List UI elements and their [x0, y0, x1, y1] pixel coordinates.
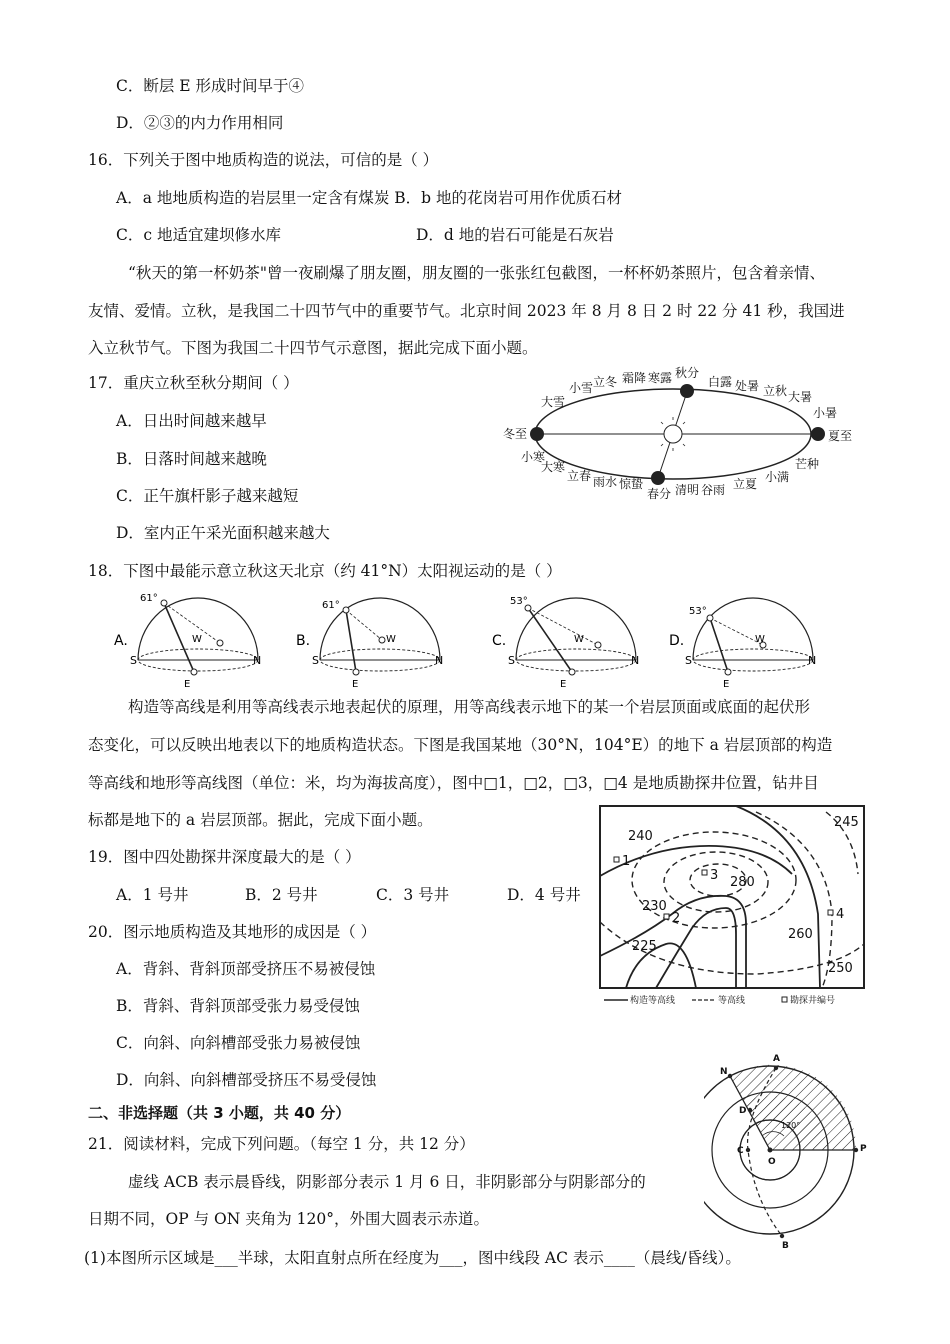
q17-option-b: B．日落时间越来越晚 [116, 450, 267, 468]
passage2-line3: 等高线和地形等高线图（单位：米，均为海拔高度），图中□1，□2，□3，□4 是地质勘探井位置，钻井目 [88, 774, 819, 792]
well-4-marker [828, 910, 833, 915]
earth-winter-solstice-icon [530, 427, 544, 441]
sun-path-d-south: S [685, 654, 692, 667]
polar-label-d: D [739, 1106, 747, 1116]
earth-autumn-equinox-icon [680, 384, 694, 398]
polar-label-o: O [768, 1157, 776, 1167]
contour-240: 240 [628, 829, 653, 844]
q16-stem: 16．下列关于图中地质构造的说法，可信的是（ ） [88, 151, 439, 169]
sun-path-c [492, 596, 639, 690]
term-yushui: 雨水 [593, 475, 618, 489]
sun-path-a-angle: 61° [140, 593, 158, 604]
term-xiaoman: 小满 [765, 470, 790, 484]
sun-path-c-north: N [631, 654, 640, 667]
sun-path-b-north: N [435, 654, 444, 667]
term-guyu: 谷雨 [701, 483, 726, 497]
q20-option-c: C．向斜、向斜槽部受张力易被侵蚀 [116, 1034, 361, 1052]
q20-option-d: D．向斜、向斜槽部受挤压不易受侵蚀 [116, 1071, 377, 1089]
term-jingzhe: 惊蛰 [619, 477, 644, 491]
q17-option-d: D．室内正午采光面积越来越大 [116, 524, 330, 542]
well-2-label: 2 [672, 911, 681, 926]
earth-summer-solstice-icon [811, 427, 825, 441]
polar-label-a: A [773, 1054, 780, 1064]
sun-path-a-south: S [130, 654, 137, 667]
term-dashu: 大暑 [788, 390, 813, 404]
q16-options-ab: A．a 地地质构造的岩层里一定含有煤炭 B．b 地的花岗岩可用作优质石材 [116, 189, 623, 207]
solar-terms-diagram [495, 362, 865, 504]
q19-option-a: A．1 号井 [116, 886, 189, 904]
contour-260: 260 [788, 927, 813, 942]
q17-option-c: C．正午旗杆影子越来越短 [116, 487, 299, 505]
legend-well: 勘探井编号 [790, 996, 836, 1006]
passage1-line1: “秋天的第一杯奶茶"曾一夜刷爆了朋友圈，朋友圈的一张张红包截图，一杯杯奶茶照片，包含着亲情、 [128, 264, 826, 282]
section2-heading: 二、非选择题（共 3 小题，共 40 分） [88, 1104, 351, 1122]
term-qiufen: 秋分 [675, 366, 700, 380]
well-1-label: 1 [622, 854, 631, 869]
term-shuangjiang: 霜降 [622, 371, 647, 385]
term-liqiu: 立秋 [763, 384, 788, 398]
sun-path-a-label: A. [114, 633, 128, 649]
sun-path-b-east: E [352, 679, 359, 690]
contour-280: 280 [730, 875, 755, 890]
well-2-marker [664, 914, 669, 919]
legend-structural: 构造等高线 [630, 996, 676, 1006]
term-chushu: 处暑 [735, 379, 760, 393]
sun-path-c-label: C. [492, 633, 507, 649]
term-mangzhong: 芒种 [795, 457, 820, 471]
well-3-marker [702, 870, 707, 875]
q17-stem: 17．重庆立秋至秋分期间（ ） [88, 374, 299, 392]
sun-path-d-east: E [723, 679, 730, 690]
sun-path-a-north: N [253, 654, 262, 667]
term-lichun: 立春 [567, 469, 592, 483]
term-xiaoxue: 小雪 [569, 381, 594, 395]
q19-option-b: B．2 号井 [245, 886, 318, 904]
sun-path-a-west: W [192, 634, 202, 645]
well-4-label: 4 [836, 907, 845, 922]
legend-well-icon [782, 997, 787, 1002]
passage1-line3: 入立秋节气。下图为我国二十四节气示意图，据此完成下面小题。 [88, 339, 538, 357]
polar-label-p: P [860, 1144, 867, 1154]
q18-stem: 18．下图中最能示意立秋这天北京（约 41°N）太阳视运动的是（ ） [88, 562, 562, 580]
q16-option-c: C．c 地适宜建坝修水库 [116, 226, 281, 244]
passage3-line2: 日期不同，OP 与 ON 夹角为 120°，外围大圆表示赤道。 [88, 1210, 489, 1228]
term-lidong: 立冬 [593, 375, 618, 389]
passage3-line1: 虚线 ACB 表示晨昏线，阴影部分表示 1 月 6 日，非阴影部分与阴影部分的 [128, 1173, 646, 1191]
passage1-line2: 友情、爱情。立秋，是我国二十四节气中的重要节气。北京时间 2023 年 8 月 8 日 2 时 22 分 41 秒，我国进 [88, 302, 845, 320]
contour-245: 245 [834, 815, 859, 830]
q15-option-c: C．断层 E 形成时间早于④ [116, 77, 305, 95]
passage2-line2: 态变化，可以反映出地表以下的地质构造状态。下图是我国某地（30°N，104°E）的地下 a 岩层顶部的构造 [88, 736, 833, 754]
sun-path-c-south: S [508, 654, 515, 667]
sun-path-b [296, 598, 443, 690]
sun-path-diagrams [112, 590, 842, 690]
contour-225: 225 [632, 939, 657, 954]
term-xiazhi: 夏至 [828, 429, 853, 443]
sun-path-a [114, 593, 261, 690]
sun-path-d-angle: 53° [689, 606, 707, 617]
sun-path-c-angle: 53° [510, 596, 528, 607]
well-3-label: 3 [710, 868, 719, 883]
passage2-line1: 构造等高线是利用等高线表示地表起伏的原理，用等高线表示地下的某一个岩层顶面或底面的起伏形 [128, 698, 811, 716]
structural-contour-map [596, 804, 868, 1012]
q17-option-a: A．日出时间越来越早 [116, 412, 267, 430]
polar-projection-diagram [704, 1050, 884, 1250]
polar-label-c: C [737, 1146, 744, 1156]
sun-path-d-north: N [808, 654, 817, 667]
well-1-marker [614, 857, 619, 862]
q20-option-a: A．背斜、背斜顶部受挤压不易被侵蚀 [116, 960, 376, 978]
legend-contour: 等高线 [718, 996, 746, 1006]
sun-path-b-south: S [312, 654, 319, 667]
sun-path-c-west: W [574, 634, 584, 645]
q16-option-d: D．d 地的岩石可能是石灰岩 [416, 226, 614, 244]
q20-stem: 20．图示地质构造及其地形的成因是（ ） [88, 923, 377, 941]
q19-option-c: C．3 号井 [376, 886, 450, 904]
sun-path-c-east: E [560, 679, 567, 690]
term-daxue: 大雪 [541, 395, 566, 409]
contour-250: 250 [828, 961, 853, 976]
q20-option-b: B．背斜、背斜顶部受张力易受侵蚀 [116, 997, 360, 1015]
sun-path-b-label: B. [296, 633, 311, 649]
term-xiaoshu: 小暑 [813, 406, 838, 420]
term-lixia: 立夏 [733, 477, 758, 491]
term-hanlu: 寒露 [648, 371, 673, 385]
passage2-line4: 标都是地下的 a 岩层顶部。据此，完成下面小题。 [88, 811, 433, 829]
sun-path-b-angle: 61° [322, 600, 340, 611]
q19-option-d: D．4 号井 [507, 886, 581, 904]
contour-230: 230 [642, 899, 667, 914]
q19-stem: 19．图中四处勘探井深度最大的是（ ） [88, 848, 361, 866]
sun-path-d-west: W [755, 634, 765, 645]
sun-path-b-west: W [386, 634, 396, 645]
q21-stem: 21．阅读材料，完成下列问题。（每空 1 分，共 12 分） [88, 1135, 475, 1153]
term-dongzhi: 冬至 [503, 427, 528, 441]
term-xiaohan: 小寒 [521, 450, 546, 464]
q15-option-d: D．②③的内力作用相同 [116, 114, 284, 132]
polar-angle-label: 120° [781, 1121, 801, 1130]
sun-path-a-east: E [184, 679, 191, 690]
term-chunfen: 春分 [647, 487, 672, 501]
earth-spring-equinox-icon [651, 471, 665, 485]
sun-path-d-label: D. [669, 633, 685, 649]
sun-path-d [669, 598, 816, 690]
term-qingming: 清明 [675, 483, 700, 497]
polar-label-b: B [782, 1241, 789, 1250]
term-dahan: 大寒 [541, 460, 566, 474]
contour-map-legend [604, 994, 835, 1006]
q21-part1: (1)本图所示区域是___半球，太阳直射点所在经度为___，图中线段 AC 表示____（晨线/昏线）。 [84, 1249, 741, 1267]
polar-label-n: N [720, 1067, 728, 1077]
term-bailu: 白露 [708, 375, 733, 389]
